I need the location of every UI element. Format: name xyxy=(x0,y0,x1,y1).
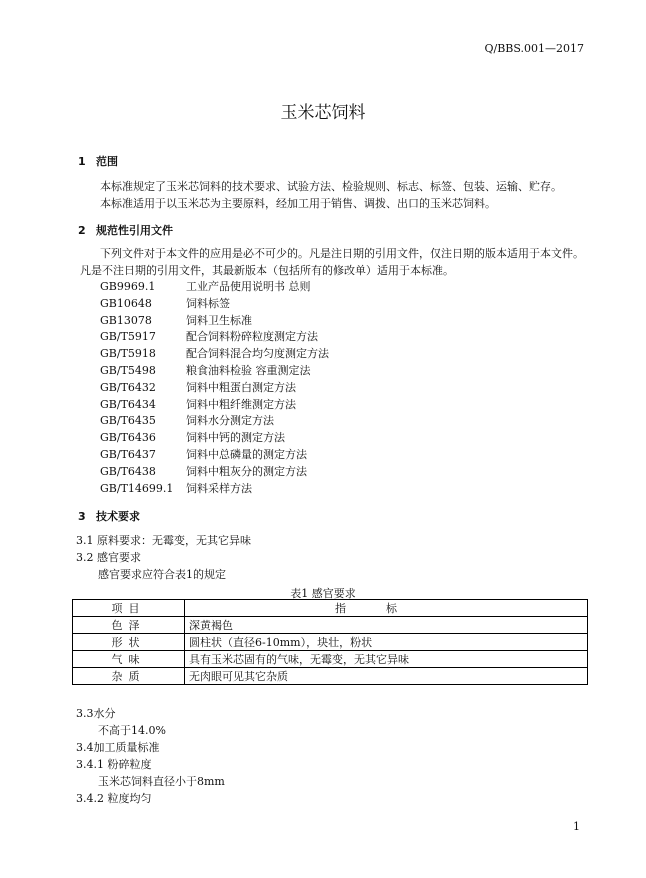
scope-paragraph-1: 本标准规定了玉米芯饲料的技术要求、试验方法、检验规则、标志、标签、包装、运输、贮存。 xyxy=(100,180,562,193)
reference-name: 饲料中总磷量的测定方法 xyxy=(186,447,307,461)
reference-item xyxy=(100,413,329,430)
table-caption: 表1 感官要求 xyxy=(290,587,356,600)
table-cell: 深黄褐色 xyxy=(185,617,588,634)
reference-name: 饲料中粗纤维测定方法 xyxy=(186,397,296,411)
reference-code: GB/T6437 xyxy=(100,447,156,461)
reference-code: GB/T5918 xyxy=(100,347,156,361)
table-row xyxy=(73,617,588,634)
reference-item xyxy=(100,464,329,481)
table-row xyxy=(73,668,588,685)
section-heading-scope xyxy=(78,153,118,169)
reference-item xyxy=(100,313,329,330)
reference-item xyxy=(100,279,329,296)
references-intro: 下列文件对于本文件的应用是必不可少的。凡是注日期的引用文件，仅注日期的版本适用于本文件。凡是不注日期的引用文件，其最新版本（包括所有的修改单）适用于本标准。 xyxy=(80,247,584,277)
clause-3-4-1-text: 玉米芯饲料直径小于8mm xyxy=(98,775,225,788)
clause-3-4-1: 3.4.1 粉碎粒度 xyxy=(76,758,152,771)
reference-code: GB/T6432 xyxy=(100,380,156,394)
reference-name: 工业产品使用说明书 总则 xyxy=(186,280,311,293)
reference-code: GB/T6435 xyxy=(100,414,156,428)
reference-name: 饲料水分测定方法 xyxy=(186,414,274,428)
reference-item xyxy=(100,397,329,414)
reference-name: 饲料中粗灰分的测定方法 xyxy=(186,464,307,478)
table-cell: 杂质 xyxy=(73,668,185,685)
reference-item xyxy=(100,430,329,447)
section-title: 技术要求 xyxy=(96,510,140,523)
reference-code: GB9969.1 xyxy=(100,280,156,293)
reference-item xyxy=(100,380,329,397)
table-row xyxy=(73,651,588,668)
reference-code: GB13078 xyxy=(100,313,152,327)
reference-code: GB10648 xyxy=(100,296,152,310)
section-number: 2 xyxy=(78,224,86,237)
scope-paragraph-2: 本标准适用于以玉米芯为主要原料，经加工用于销售、调拨、出口的玉米芯饲料。 xyxy=(100,197,496,210)
clause-3-2-text: 感官要求应符合表1的规定 xyxy=(98,568,226,581)
section-number: 1 xyxy=(78,155,86,168)
table-cell: 圆柱状（直径6-10mm），块壮，粉状 xyxy=(185,634,588,651)
page-number: 1 xyxy=(573,820,580,833)
section-heading-technical-requirements xyxy=(78,508,140,524)
reference-name: 饲料卫生标准 xyxy=(186,313,252,327)
table-cell: 气味 xyxy=(73,651,185,668)
section-heading-references xyxy=(78,222,173,238)
reference-item xyxy=(100,447,329,464)
reference-code: GB/T14699.1 xyxy=(100,481,174,495)
reference-code: GB/T6436 xyxy=(100,431,156,445)
reference-list xyxy=(100,279,329,497)
reference-name: 配合饲料粉碎粒度测定方法 xyxy=(186,330,318,344)
table-cell: 形状 xyxy=(73,634,185,651)
clause-3-2: 3.2 感官要求 xyxy=(76,551,141,564)
clause-3-3: 3.3水分 xyxy=(76,707,116,720)
reference-item xyxy=(100,481,329,498)
clause-3-3-text: 不高于14.0% xyxy=(98,724,166,737)
reference-name: 配合饲料混合均匀度测定方法 xyxy=(186,347,329,361)
sensory-requirements-table xyxy=(72,599,588,685)
table-header-cell: 指标 xyxy=(185,600,588,617)
reference-name: 饲料标签 xyxy=(186,296,230,310)
reference-name: 饲料中粗蛋白测定方法 xyxy=(186,380,296,394)
clause-3-1: 3.1 原料要求：无霉变，无其它异味 xyxy=(76,534,251,547)
table-header-row xyxy=(73,600,588,617)
section-title: 范围 xyxy=(96,155,118,168)
table-cell: 色泽 xyxy=(73,617,185,634)
table-cell: 无肉眼可见其它杂质 xyxy=(185,668,588,685)
section-title: 规范性引用文件 xyxy=(96,224,173,237)
reference-code: GB/T6438 xyxy=(100,464,156,478)
reference-code: GB/T5917 xyxy=(100,330,156,344)
reference-name: 饲料中钙的测定方法 xyxy=(186,431,285,445)
clause-3-4-2: 3.4.2 粒度均匀 xyxy=(76,792,152,805)
document-title: 玉米芯饲料 xyxy=(280,103,366,123)
reference-item xyxy=(100,346,329,363)
reference-code: GB/T6434 xyxy=(100,397,156,411)
reference-code: GB/T5498 xyxy=(100,363,156,377)
clause-3-4: 3.4加工质量标准 xyxy=(76,741,160,754)
reference-name: 饲料采样方法 xyxy=(186,481,252,495)
section-number: 3 xyxy=(78,510,86,523)
reference-name: 粮食油料检验 容重测定法 xyxy=(186,363,311,377)
table-cell: 具有玉米芯固有的气味，无霉变，无其它异味 xyxy=(185,651,588,668)
table-header-cell: 项目 xyxy=(73,600,185,617)
table-row xyxy=(73,634,588,651)
reference-item xyxy=(100,329,329,346)
reference-item xyxy=(100,363,329,380)
reference-item xyxy=(100,296,329,313)
document-code: Q/BBS.001—2017 xyxy=(484,42,584,55)
